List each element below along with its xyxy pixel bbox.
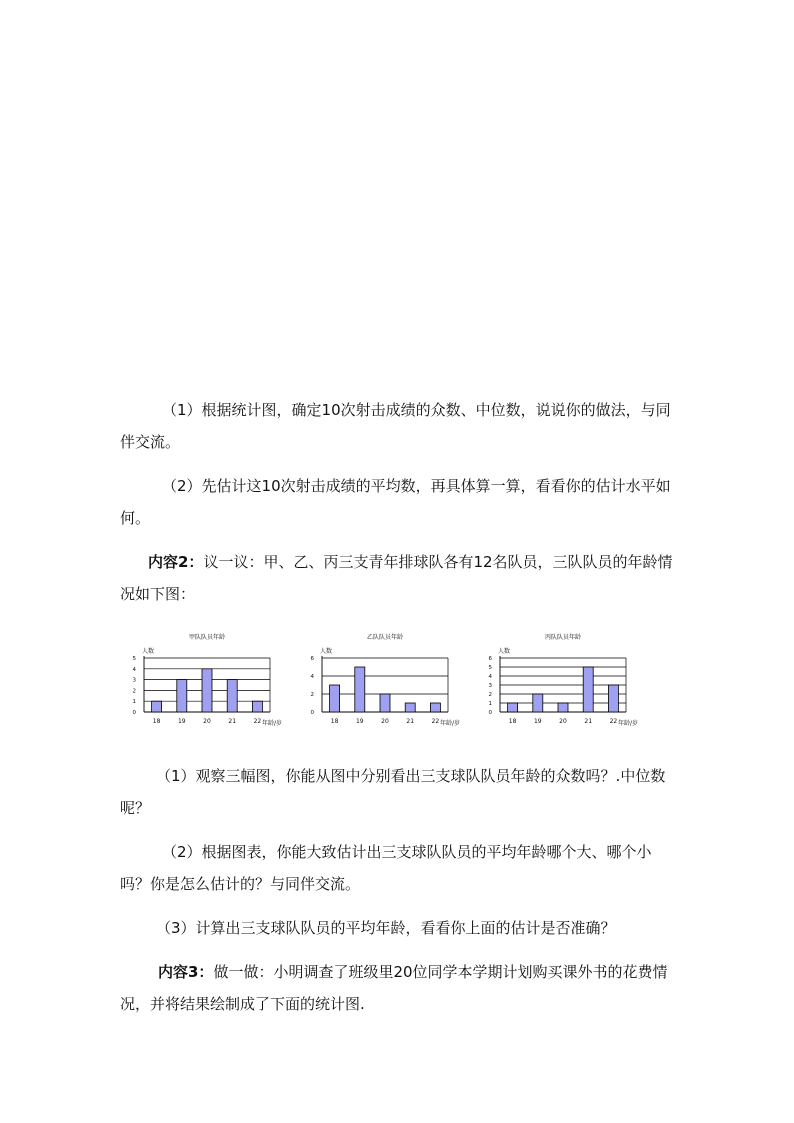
content-2-label: 内容2：: [148, 553, 204, 571]
x-tick-label: 21: [584, 718, 593, 725]
content-2-text: 议一议：甲、乙、丙三支青年排球队各有12名队员，三队队员的年龄情况如下图：: [120, 553, 673, 603]
bar-19: [355, 667, 365, 712]
x-tick-label: 22: [431, 718, 440, 725]
x-tick-label: 19: [177, 718, 186, 725]
content-3-label: 内容3：: [158, 963, 214, 981]
question-calculate-text: （3）计算出三支球队队员的平均年龄，看看你上面的估计是否准确？: [156, 919, 616, 937]
content-3-practice: [120, 956, 680, 1020]
chart-title: 乙队队员年龄: [366, 634, 404, 641]
chart-x-axis-label: 年龄/岁: [618, 720, 639, 727]
bar-22: [608, 685, 618, 712]
bar-22: [252, 701, 262, 712]
y-tick-label: 0: [310, 710, 314, 716]
y-tick-label: 4: [488, 674, 492, 680]
y-tick-label: 4: [132, 666, 136, 673]
y-tick-label: 0: [132, 710, 136, 716]
bar-18: [330, 685, 340, 712]
question-observe-text: （1）观察三幅图，你能从图中分别看出三支球队队员年龄的众数吗？.中位数呢？: [120, 767, 666, 817]
question-estimate-text: （2）根据图表，你能大致估计出三支球队队员的平均年龄哪个大、哪个小吗？你是怎么估计的？与同伴交流。: [120, 843, 652, 893]
question-estimate-average: [120, 836, 680, 900]
x-tick-label: 18: [508, 718, 517, 725]
question-1-text: （1）根据统计图，确定10次射击成绩的众数、中位数，说说你的做法，与同伴交流。: [120, 401, 671, 451]
chart-y-axis-label: 人数: [320, 648, 333, 655]
chart-x-axis-label: 年龄/岁: [440, 720, 461, 727]
y-tick-label: 6: [488, 656, 492, 662]
chart-x-axis-label: 年龄/岁: [262, 720, 283, 727]
y-tick-label: 3: [488, 683, 492, 689]
x-tick-label: 18: [152, 718, 161, 725]
y-tick-label: 4: [310, 674, 314, 680]
question-2-text: （2）先估计这10次射击成绩的平均数，再具体算一算，看看你的估计水平如何。: [120, 477, 671, 527]
y-tick-label: 1: [488, 701, 492, 707]
content-2-discussion: [120, 546, 680, 610]
y-tick-label: 5: [132, 656, 136, 662]
content-3-text: 做一做：小明调查了班级里20位同学本学期计划购买课外书的花费情况，并将结果绘制成了下面的统计图.: [120, 963, 668, 1013]
y-tick-label: 2: [132, 688, 136, 695]
bar-18: [508, 703, 518, 712]
bar-19: [533, 694, 543, 712]
y-tick-label: 0: [488, 710, 492, 716]
chart-svg-1: [296, 628, 476, 738]
y-tick-label: 6: [310, 656, 314, 662]
chart-title: 甲队队员年龄: [188, 634, 226, 641]
bar-21: [227, 680, 237, 712]
question-1-mode-median: [120, 394, 680, 458]
chart-svg-0: [118, 628, 298, 738]
x-tick-label: 20: [381, 718, 389, 725]
bar-19: [177, 680, 187, 712]
y-tick-label: 2: [488, 692, 492, 698]
x-tick-label: 22: [609, 718, 618, 725]
chart-title: 丙队队员年龄: [544, 634, 582, 641]
bar-21: [405, 703, 415, 712]
question-2-mean-estimate: [120, 470, 680, 534]
question-calculate-average: [120, 912, 680, 944]
chart-team-yi: [296, 628, 476, 738]
chart-team-jia: [118, 628, 298, 738]
x-tick-label: 21: [406, 718, 415, 725]
x-tick-label: 21: [228, 718, 237, 725]
bar-20: [380, 694, 390, 712]
question-observe-charts: [120, 760, 680, 824]
chart-y-axis-label: 人数: [498, 648, 511, 655]
bar-20: [558, 703, 568, 712]
bar-18: [152, 701, 162, 712]
x-tick-label: 19: [533, 718, 542, 725]
y-tick-label: 2: [310, 692, 314, 698]
x-tick-label: 18: [330, 718, 339, 725]
bar-22: [430, 703, 440, 712]
chart-team-bing: [474, 628, 654, 738]
chart-svg-2: [474, 628, 654, 738]
bar-20: [202, 669, 212, 712]
bar-21: [583, 667, 593, 712]
chart-y-axis-label: 人数: [142, 648, 155, 655]
y-tick-label: 3: [132, 677, 136, 684]
x-tick-label: 20: [559, 718, 567, 725]
y-tick-label: 5: [488, 665, 492, 671]
x-tick-label: 19: [355, 718, 364, 725]
x-tick-label: 22: [253, 718, 262, 725]
x-tick-label: 20: [203, 718, 211, 725]
y-tick-label: 1: [132, 699, 136, 706]
